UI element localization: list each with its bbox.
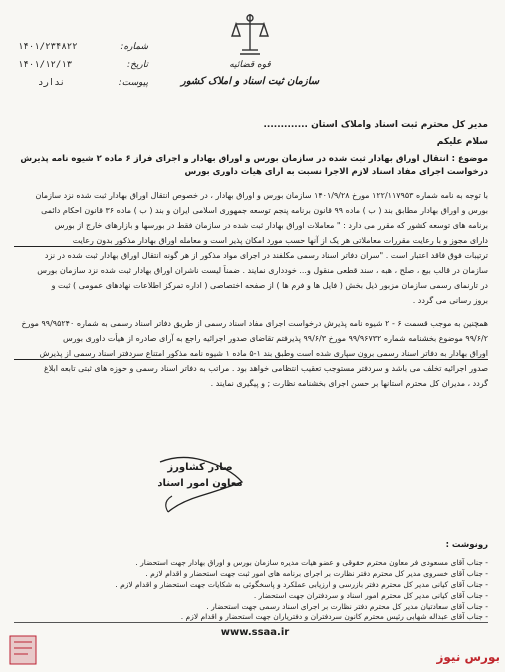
paragraph-line: دارای مجوز و با رعایت مقررات معاملاتی هر یک از آنها حسب مورد امکان پذیر است و معامله اوراق بهادار مذکور بدون رعایت (14, 235, 488, 247)
letter-date (18, 60, 148, 74)
paragraph-line: با توجه به نامه شماره ۱۲۲/۱۱۷۹۵۳ مورخ ۱۴۰۱/۹/۲۸ سازمان بورس و اوراق بهادار ، در خصوص انتقال اوراق بهادار ثبت شده نزد سازمان (35, 191, 488, 200)
signatory-name: صادر کشاورز (167, 462, 233, 473)
paragraph-line: ۹۹/۶/۲ موضوع بخشنامه شماره ۹۹/۹۶۷۳۲ مورخ ۹۹/۶/۳ پذیرفتم تقاضای صدور اجرائیه راجع به آرای صادره از هیأت داوری بورس (62, 334, 488, 343)
cc-line: - جناب آقای عبداله شهابی رئیس محترم کانون سردفتران و دفتریاران جهت استحضار و اقدام لازم . (180, 612, 488, 621)
cc-line: - جناب آقای کیانی مدیر کل محترم امور اسناد و سردفتران جهت استحضار . (253, 591, 488, 600)
org-line1: قوه قضائیه (229, 60, 271, 70)
date-label: تاریخ: (127, 60, 148, 70)
news-brand: بورس نیوز (436, 650, 500, 664)
cc-line: - جناب آقای کیانی مدیر کل محترم دفتر بازرسی و ارزیابی عملکرد و پاسخگوئی به شکایات جهت استحضار و اقدام لازم . (115, 580, 488, 589)
cc-line: - جناب آقای خسروی مدیر کل محترم دفتر نظارت بر اجرای برنامه های امور ثبت جهت استحضار و اقدام لازم . (145, 569, 488, 578)
paragraph-line: بورس و اوراق بهادار مطابق بند ( ب ) ماده ۹۹ قانون برنامه پنجم توسعه جمهوری اسلامی ایران و بند ( ب ) ماده ۳۶ قانون احکام دائمی (41, 206, 488, 215)
footer-divider (14, 622, 488, 623)
judiciary-emblem-icon (228, 10, 272, 60)
paragraph-line: سازمان در قالب بیع ، صلح ، هبه ، سند قطعی منقول و... خودداری نمایند . ضمناً لیست ناشران اوراق بهادار ثبت شده نزد سازمان بورس (37, 266, 488, 275)
paragraph-line: صدور اجرائیه تخلف می باشد و سردفتر مستوجب تعقیب انتظامی خواهد بود . مراتب به دفاتر اسناد رسمی و حوزه های ثبتی تابعه ابلاغ (43, 364, 488, 373)
letter-attachment (18, 78, 148, 92)
paragraph-line: در تارنمای رسمی سازمان مزبور ذیل بخش ( فایل ها و فرم ها ) از صفحه اختصاصی ( اداره تمرکز اطلاعات نهادهای عمومی ) ثبت و (51, 281, 488, 290)
cc-line: - جناب آقای مسعودی فر معاون محترم حقوقی و عضو هیات مدیره سازمان بورس و اوراق بهادار جهت استحضار . (135, 558, 488, 567)
letter-number (18, 42, 148, 56)
stamp-icon (6, 630, 42, 670)
paragraph-line: همچنین به موجب قسمت ۶ - ۲ شیوه نامه پذیرش درخواست اجرای مفاد اسناد رسمی از طریق دفاتر اسناد رسمی به شماره ۹۹/۹۵۲۴۰ مورخ (21, 319, 488, 328)
signatory-title: معاون امور اسناد (157, 478, 243, 489)
org-line2: سازمان ثبت اسناد و املاک کشور (180, 76, 320, 87)
greeting: سلام علیکم (436, 137, 488, 147)
cc-line: - جناب آقای سعادتیان مدیر کل محترم دفتر نظارت بر اجرای اسناد رسمی جهت استحضار . (206, 602, 488, 611)
attachment-label: پیوست: (118, 78, 148, 88)
attachment-value: ندارد (38, 78, 66, 88)
subject-line: درخواست اجرای مفاد اسناد لازم الاجرا نسبت به آرای هیات داوری بورس (184, 167, 488, 177)
paragraph-line: بروز رسانی می گردد . (412, 296, 488, 305)
addressee: مدیر کل محترم ثبت اسناد واملاک استان ............. (263, 120, 488, 130)
date-value: ۱۴۰۱/۱۲/۱۳ (18, 60, 73, 70)
paragraph-line: گردد ، مدیران کل محترم استانها بر حسن اجرای بخشنامه نظارت ; و پیگیری نمایند . (210, 379, 488, 388)
paragraph-line: برنامه های توسعه کشور که مقرر می دارد : " معاملات اوراق بهادار ثبت شده در سازمان فقط در بورسها و بازارهای خارج از بورس (54, 221, 488, 230)
subject-line: موضوع : انتقال اوراق بهادار ثبت شده در سازمان بورس و اوراق بهادار و اجرای فراز ۶ ماده ۲ شیوه نامه پذیرش (20, 154, 488, 164)
paragraph-line: ترتیبات فوق فاقد اعتبار است . "سران دفاتر اسناد رسمی مکلفند در اجرای مواد مذکور از هر گونه انتقال اوراق بهادار ثبت شده در نزد (44, 251, 488, 260)
paragraph-line: اوراق بهادار به دفاتر اسناد رسمی برون سپاری شده است وطبق بند ۱-۵ ماده ۱ شیوه نامه مذکور امتناع سردفتر اسناد رسمی از پذیرش (14, 348, 488, 360)
cc-heading: رونوشت : (445, 540, 488, 550)
number-value: ۱۴۰۱/۲۳۴۸۲۲ (18, 42, 78, 52)
website-link[interactable]: www.ssaa.ir (220, 627, 290, 638)
number-label: شماره: (120, 42, 148, 52)
